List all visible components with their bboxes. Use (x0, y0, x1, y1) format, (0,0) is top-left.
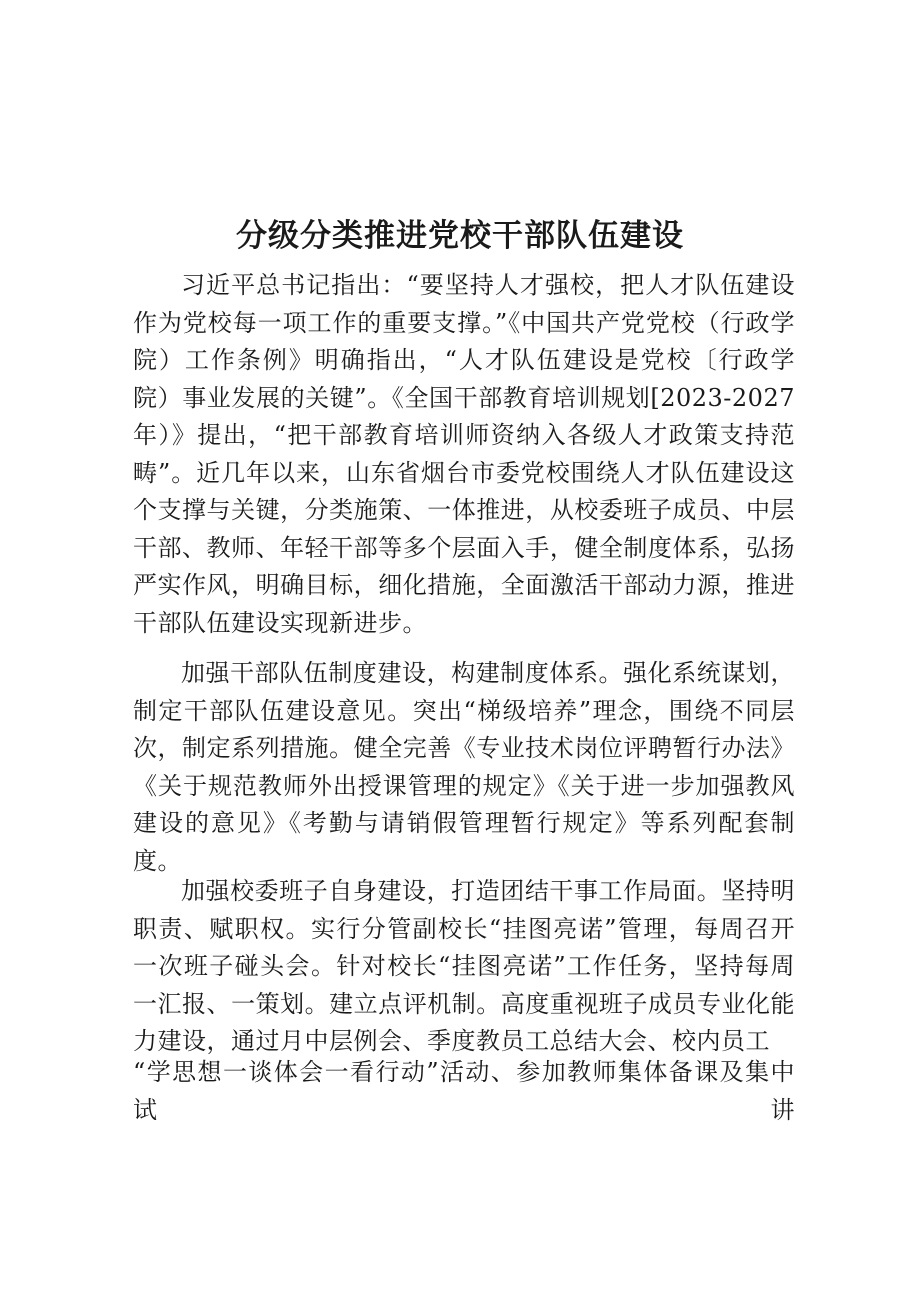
paragraph-leadership-building: 加强校委班子自身建设，打造团结干事工作局面。坚持明职责、赋职权。实行分管副校长“挂图亮诺”管理，每周召开一次班子碰头会。针对校长“挂图亮诺”工作任务，坚持每周一汇报、一策划。建立点评机制。高度重视班子成员专业化能力建设，通过月中层例会、季度教员工总结大会、校内员工 (133, 877, 795, 1055)
paragraph-intro: 习近平总书记指出：“要坚持人才强校，把人才队伍建设作为党校每一项工作的重要支撑。”《中国共产党党校（行政学院）工作条例》明确指出，“人才队伍建设是党校〔行政学院）事业发展的关键”。《全国干部教育培训规划[2023-2027年）》提出，“把干部教育培训师资纳入各级人才政策支持范畴”。近几年以来，山东省烟台市委党校围绕人才队伍建设这个支撑与关键，分类施策、一体推进，从校委班子成员、中层干部、教师、年轻干部等多个层面入手，健全制度体系，弘扬严实作风，明确目标，细化措施，全面激活干部动力源，推进干部队伍建设实现新进步。 (133, 271, 795, 637)
paragraph-system-building: 加强干部队伍制度建设，构建制度体系。强化系统谋划，制定干部队伍建设意见。突出“梯级培养”理念，围绕不同层次，制定系列措施。健全完善《专业技术岗位评聘暂行办法》《关于规范教师外出授课管理的规定》《关于进一步加强教风建设的意见》《考勤与请销假管理暂行规定》等系列配套制度。 (133, 659, 795, 875)
document-title: 分级分类推进党校干部队伍建设 (236, 218, 684, 254)
paragraph-tail-line: “学思想一谈体会一看行动”活动、参加教师集体备课及集中试讲 (133, 1058, 795, 1124)
